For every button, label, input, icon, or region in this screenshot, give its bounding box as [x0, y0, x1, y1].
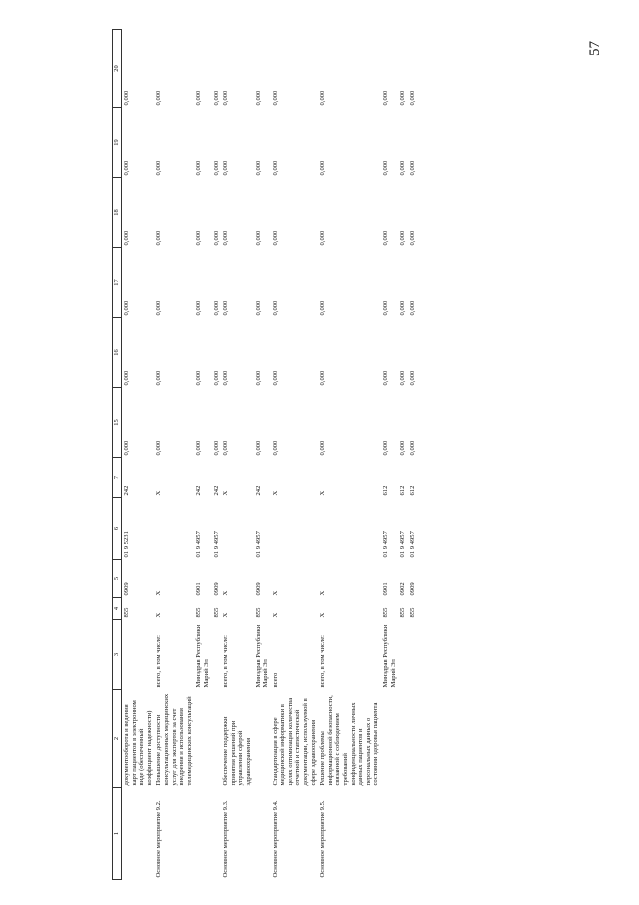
table-row	[408, 30, 418, 880]
cell-c7: 242	[254, 485, 262, 496]
cell-c5: X	[222, 590, 230, 596]
header-cell: 7	[113, 458, 122, 498]
cell-c4: 855	[254, 607, 262, 618]
cell-c3: всего	[271, 672, 279, 688]
cell-c16: 0,000	[212, 370, 220, 386]
cell-c20: 0,000	[254, 90, 262, 106]
cell-c17: 0,000	[399, 300, 407, 316]
cell-c5: 0909	[408, 582, 416, 596]
cell-c19: 0,000	[222, 160, 230, 176]
cell-c15: 0,000	[195, 440, 203, 456]
cell-c18: 0,000	[382, 230, 389, 246]
header-cell: 17	[113, 248, 122, 318]
header-cell: 18	[113, 178, 122, 248]
header-cell: 15	[113, 388, 122, 458]
cell-c4: 855	[195, 607, 203, 618]
cell-c20: 0,000	[319, 90, 327, 106]
cell-c5: X	[319, 590, 327, 596]
cell-c18: 0,000	[155, 230, 163, 246]
header-cell: 16	[113, 318, 122, 388]
header-cell: 5	[113, 560, 122, 598]
table-row	[318, 30, 381, 880]
cell-c19: 0,000	[382, 160, 389, 176]
cell-c7: 612	[408, 485, 416, 496]
cell-c5: 0902	[399, 582, 407, 596]
cell-c17: 0,000	[408, 300, 416, 316]
cell-c17: 0,000	[155, 300, 163, 316]
cell-c17: 0,000	[382, 300, 389, 316]
cell-c18: 0,000	[123, 230, 130, 246]
cell-c16: 0,000	[254, 370, 262, 386]
cell-c3	[212, 620, 222, 690]
cell-c7: 612	[382, 485, 389, 496]
cell-c17: 0,000	[319, 300, 327, 316]
cell-c3: Минздрав Республики Марий Эл	[254, 624, 270, 688]
cell-c3	[122, 620, 155, 690]
cell-c16: 0,000	[399, 370, 407, 386]
cell-c20: 0,000	[123, 90, 130, 106]
cell-c18: 0,000	[195, 230, 203, 246]
cell-c18: 0,000	[271, 230, 279, 246]
cell-c4: 855	[399, 607, 407, 618]
cell-c17: 0,000	[123, 300, 130, 316]
cell-c1: Основное мероприятие 9.5.	[319, 800, 327, 878]
cell-c6: 01 9 4957	[254, 531, 262, 558]
cell-c5: X	[155, 590, 163, 596]
cell-c17: 0,000	[195, 300, 203, 316]
cell-c16: 0,000	[408, 370, 416, 386]
cell-c2	[212, 690, 222, 788]
header-row	[113, 30, 122, 880]
header-cell: 3	[113, 620, 122, 690]
cell-c5: 0909	[212, 582, 220, 596]
cell-c16: 0,000	[123, 370, 130, 386]
cell-c16: 0,000	[271, 370, 279, 386]
cell-c18: 0,000	[319, 230, 327, 246]
cell-c6: 01 9 4957	[212, 531, 220, 558]
cell-c15: 0,000	[254, 440, 262, 456]
cell-c4: 855	[212, 607, 220, 618]
cell-c1	[254, 788, 271, 880]
header-cell: 4	[113, 598, 122, 620]
cell-c3: Минздрав Республики Марий Эл	[382, 624, 397, 688]
table-row	[254, 30, 271, 880]
cell-c2	[408, 690, 418, 788]
budget-table	[112, 29, 417, 880]
cell-c18: 0,000	[222, 230, 230, 246]
cell-c7: 242	[195, 485, 203, 496]
cell-c1: Основное мероприятие 9.2.	[155, 800, 163, 878]
cell-c19: 0,000	[408, 160, 416, 176]
cell-c3: всего, в том числе:	[222, 634, 230, 688]
cell-c5: 0901	[195, 582, 203, 596]
cell-c1	[381, 788, 398, 880]
cell-c6: 01 9 4957	[195, 531, 203, 558]
cell-c15: 0,000	[408, 440, 416, 456]
cell-c3: всего, в том числе:	[319, 634, 327, 688]
table-row	[271, 30, 319, 880]
cell-c7: X	[222, 490, 230, 496]
cell-c1	[122, 788, 155, 880]
cell-c16: 0,000	[155, 370, 163, 386]
cell-c7: 612	[399, 485, 407, 496]
cell-c2: документооборота и ведения карт пациентов в электронном виде (обеспеченный коэффициент надежности)	[123, 700, 153, 786]
cell-c3	[398, 620, 408, 690]
cell-c4: X	[155, 612, 163, 618]
cell-c6: 01 9 5231	[123, 531, 130, 558]
cell-c15: 0,000	[222, 440, 230, 456]
cell-c2	[194, 690, 211, 788]
table-row	[154, 30, 194, 880]
cell-c19: 0,000	[212, 160, 220, 176]
cell-c2	[254, 690, 271, 788]
cell-c2: Повышение доступности консультационных медицинских услуг для экспертов за счет внедрения и использования телемедицинских консультаций	[155, 693, 193, 786]
cell-c7: 242	[212, 485, 220, 496]
cell-c2	[381, 690, 398, 788]
cell-c5: X	[271, 590, 279, 596]
cell-c6	[154, 498, 194, 560]
cell-c18: 0,000	[254, 230, 262, 246]
cell-c5: 0909	[123, 582, 130, 596]
cell-c16: 0,000	[195, 370, 203, 386]
cell-c17: 0,000	[254, 300, 262, 316]
cell-c1	[194, 788, 211, 880]
cell-c1: Основное мероприятие 9.4.	[271, 800, 279, 878]
cell-c7: X	[155, 490, 163, 496]
cell-c20: 0,000	[195, 90, 203, 106]
cell-c4: 855	[408, 607, 416, 618]
cell-c2	[398, 690, 408, 788]
cell-c1	[398, 788, 408, 880]
cell-c20: 0,000	[155, 90, 163, 106]
header-cell: 6	[113, 498, 122, 560]
cell-c7: 242	[123, 485, 130, 496]
cell-c19: 0,000	[319, 160, 327, 176]
cell-c18: 0,000	[408, 230, 416, 246]
cell-c15: 0,000	[271, 440, 279, 456]
cell-c20: 0,000	[271, 90, 279, 106]
cell-c4: X	[222, 612, 230, 618]
cell-c6	[271, 498, 319, 560]
budget-table-rotated	[112, 30, 532, 880]
cell-c20: 0,000	[212, 90, 220, 106]
cell-c3: всего, в том числе:	[155, 634, 163, 688]
cell-c20: 0,000	[382, 90, 389, 106]
header-cell: 19	[113, 108, 122, 178]
cell-c15: 0,000	[382, 440, 389, 456]
cell-c7: X	[271, 490, 279, 496]
cell-c7: X	[319, 490, 327, 496]
table-row	[398, 30, 408, 880]
header-cell: 1	[113, 788, 122, 880]
cell-c15: 0,000	[155, 440, 163, 456]
cell-c6: 01 9 4957	[382, 531, 389, 558]
cell-c1	[212, 788, 222, 880]
cell-c19: 0,000	[155, 160, 163, 176]
table-row	[381, 30, 398, 880]
table-row	[221, 30, 253, 880]
cell-c6	[318, 498, 381, 560]
cell-c19: 0,000	[123, 160, 130, 176]
cell-c20: 0,000	[408, 90, 416, 106]
cell-c18: 0,000	[212, 230, 220, 246]
cell-c15: 0,000	[123, 440, 130, 456]
table-row	[212, 30, 222, 880]
cell-c2: Решение проблемы информационной безопасности, связанной с соблюдением требований конфиденциальности личных данных пациентов и персональных данных о состоянии здоровья пациента	[319, 695, 380, 786]
cell-c5: 0909	[254, 582, 262, 596]
table-row	[194, 30, 211, 880]
cell-c2: Обеспечение поддержки принятия решений при управлении сферой здравоохранения	[222, 716, 252, 786]
cell-c19: 0,000	[399, 160, 407, 176]
cell-c2: Стандартизация в сфере медицинской информатики в целях оптимизации количества отчетной и статистической документации, используемой в сфере здравоохранения	[271, 698, 317, 786]
cell-c15: 0,000	[399, 440, 407, 456]
header-cell: 20	[113, 30, 122, 108]
cell-c4: X	[319, 612, 327, 618]
cell-c15: 0,000	[212, 440, 220, 456]
cell-c3: Минздрав Республики Марий Эл	[195, 624, 210, 688]
cell-c19: 0,000	[271, 160, 279, 176]
cell-c16: 0,000	[319, 370, 327, 386]
cell-c18: 0,000	[399, 230, 407, 246]
page-number: 57	[587, 41, 603, 56]
cell-c6	[221, 498, 253, 560]
cell-c17: 0,000	[222, 300, 230, 316]
cell-c16: 0,000	[222, 370, 230, 386]
cell-c5: 0901	[382, 582, 389, 596]
header-cell: 2	[113, 690, 122, 788]
cell-c19: 0,000	[195, 160, 203, 176]
cell-c15: 0,000	[319, 440, 327, 456]
cell-c4: 855	[123, 607, 130, 618]
table-row	[122, 30, 155, 880]
cell-c1: Основное мероприятие 9.3.	[222, 800, 230, 878]
cell-c6: 01 9 4957	[408, 531, 416, 558]
cell-c16: 0,000	[382, 370, 389, 386]
cell-c19: 0,000	[254, 160, 262, 176]
cell-c4: X	[271, 612, 279, 618]
cell-c17: 0,000	[271, 300, 279, 316]
cell-c4: 855	[382, 607, 389, 618]
cell-c20: 0,000	[399, 90, 407, 106]
cell-c20: 0,000	[222, 90, 230, 106]
cell-c1	[408, 788, 418, 880]
cell-c6: 01 9 4957	[399, 531, 407, 558]
cell-c17: 0,000	[212, 300, 220, 316]
cell-c3	[408, 620, 418, 690]
